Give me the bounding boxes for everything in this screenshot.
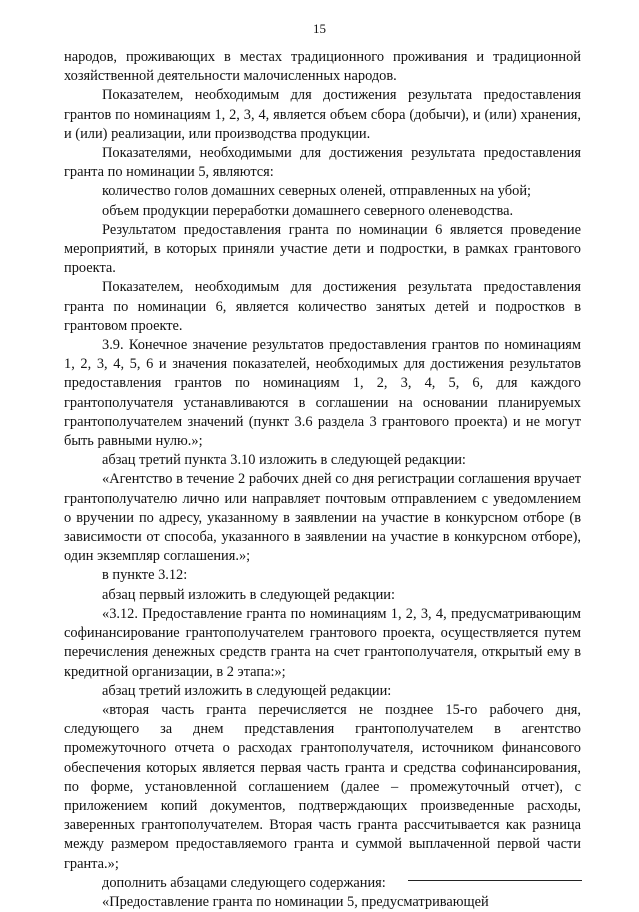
paragraph: дополнить абзацами следующего содержания:: [102, 874, 386, 891]
paragraph: Результатом предоставления гранта по номинации 6 является проведение мероприятий, в которых приняли участие дети и подростки, в рамках грантового проекта.: [64, 221, 581, 277]
paragraph: «вторая часть гранта перечисляется не позднее 15-го рабочего дня, следующего за днем представления грантополучателем в агентство промежуточного отчета о расходах грантополучателя, источником финансового обеспечения которых является первая часть гранта и средства софинансирования, по форме, установленной соглашением (далее – промежуточный отчет), с приложением копий документов, подтверждающих произведенные расходы, заверенных грантополучателем. Вторая часть гранта рассчитывается как разница между размером предоставляемого гранта и суммой выплаченной первой части гранта.»;: [64, 701, 581, 872]
paragraph: Показателем, необходимым для достижения результата предоставления гранта по номинации 6, является количество занятых детей и подростков в грантовом проекте.: [64, 279, 581, 334]
paragraph: абзац третий пункта 3.10 изложить в следующей редакции:: [102, 452, 466, 469]
paragraph: 3.9. Конечное значение результатов предоставления грантов по номинациям 1, 2, 3, 4, 5, 6 и значения показателей, необходимых для достижения результатов предоставления грантов по номинациям 1, 2, 3, 4, 5, 6, для каждого грантополучателя устанавливаются в соглашении на основании планируемых грантополучателем значений (пункт 3.6 раздела 3 грантового проекта) и не могут быть равными нулю.»;: [64, 337, 581, 450]
paragraph: «Агентство в течение 2 рабочих дней со дня регистрации соглашения вручает грантополучателю лично или направляет почтовым отправлением с уведомлением о вручении по адресу, указанному в заявлении на участие в конкурсном отборе (в зависимости от способа, указанного в заявлении на участие в конкурсном отборе), один экземпляр соглашения.»;: [64, 471, 581, 565]
paragraph: объем продукции переработки домашнего северного оленеводства.: [102, 202, 514, 219]
paragraph: народов, проживающих в местах традиционного проживания и традиционной хозяйственной деятельности малочисленных народов.: [64, 49, 581, 85]
page-number: 15: [313, 21, 326, 36]
paragraph: абзац третий изложить в следующей редакции:: [102, 682, 392, 699]
paragraph: количество голов домашних северных оленей, отправленных на убой;: [102, 183, 532, 200]
paragraph: Показателем, необходимым для достижения результата предоставления грантов по номинациям 1, 2, 3, 4, является объем сбора (добычи), и (или) хранения, и (или) реализации, или производства продукции.: [64, 87, 581, 142]
paragraph: Показателями, необходимыми для достижения результата предоставления гранта по номинации 5, являются:: [64, 145, 581, 181]
paragraph: «3.12. Предоставление гранта по номинациям 1, 2, 3, 4, предусматривающим софинансирование грантополучателем грантового проекта, осуществляется путем перечисления денежных средств гранта на счет грантополучателя, открытый ему в кредитной организации, в 2 этапа:»;: [64, 605, 581, 680]
document-body: [64, 48, 581, 912]
paragraph: абзац первый изложить в следующей редакции:: [102, 586, 396, 603]
footnote-rule: [408, 880, 582, 881]
paragraph: в пункте 3.12:: [102, 567, 188, 584]
paragraph: «Предоставление гранта по номинации 5, предусматривающей: [102, 893, 489, 910]
